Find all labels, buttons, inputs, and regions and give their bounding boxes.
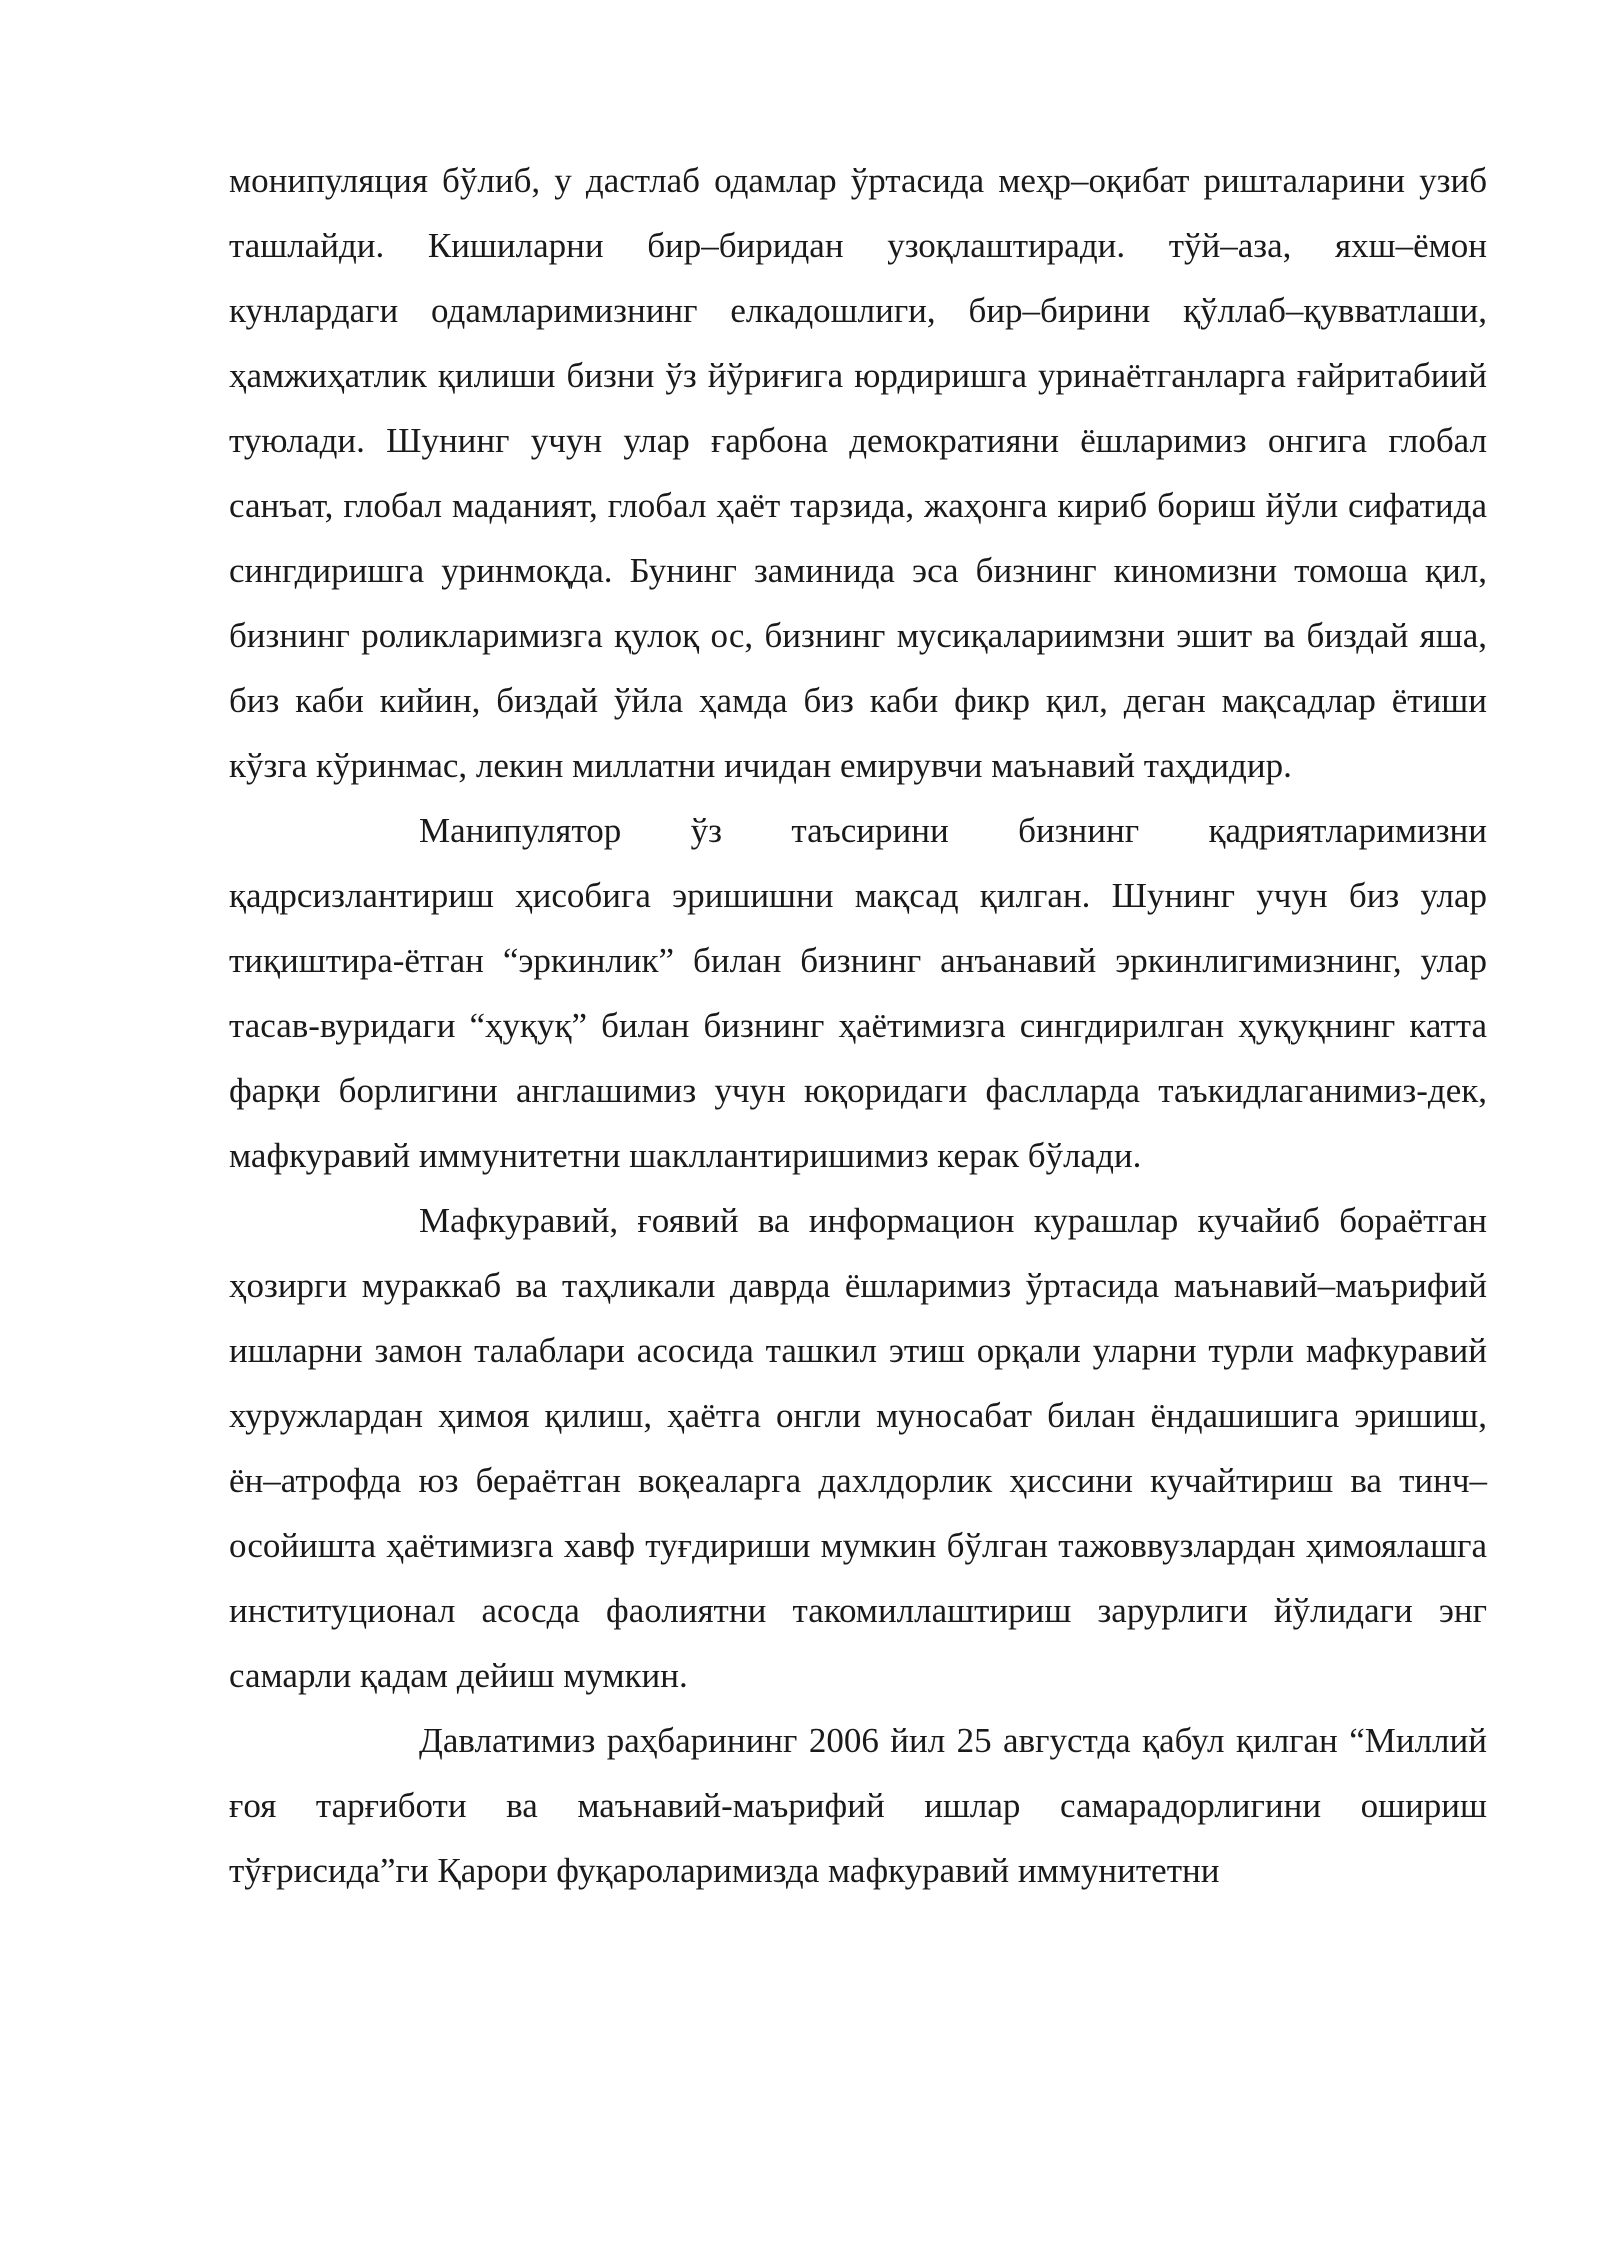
paragraph-1: монипуляция бўлиб, у дастлаб одамлар ўртасида меҳр–оқибат ришталарини узиб ташлайди. Кишиларни бир–биридан узоқлаштиради. тўй–аза, яхш–ёмон кунлардаги одамларимизнинг елкадошлиги, бир–бирини қўллаб–қувватлаши, ҳамжиҳатлик қилиши бизни ўз йўриғига юрдиришга уринаётганларга ғайритабиий туюлади. Шунинг учун улар ғарбона демократияни ёшларимиз онгига глобал санъат, глобал маданият, глобал ҳаёт тарзида, жаҳонга кириб бориш йўли сифатида сингдиришга уринмоқда. Бунинг заминида эса бизнинг киномизни томоша қил, бизнинг роликларимизга қулоқ ос, бизнинг мусиқалариимзни эшит ва биздай яша, биз каби кийин, биздай ўйла ҳамда биз каби фикр қил, деган мақсадлар ётиши кўзга кўринмас, лекин миллатни ичидан емирувчи маънавий таҳдидир.	[229, 161, 1487, 785]
paragraph-4: Давлатимиз раҳбарининг 2006 йил 25 августда қабул қилган “Миллий ғоя тарғиботи ва маънавий-маърифий ишлар самарадорлигини ошириш тўғрисида”ги Қарори фуқароларимизда мафкуравий иммунитетни	[229, 1721, 1487, 1890]
document-body	[229, 148, 1487, 1903]
paragraph-2: Манипулятор ўз таъсирини бизнинг қадриятларимизни қадрсизлантириш ҳисобига эришишни мақсад қилган. Шунинг учун биз улар тиқиштира-ётган “эркинлик” билан бизнинг анъанавий эркинлигимизнинг, улар тасав-вуридаги “ҳуқуқ” билан бизнинг ҳаётимизга сингдирилган ҳуқуқнинг катта фарқи борлигини англашимиз учун юқоридаги фаслларда таъкидлаганимиз-дек, мафкуравий иммунитетни шакллантиришимиз керак бўлади.	[229, 811, 1487, 1175]
paragraph-3: Мафкуравий, ғоявий ва информацион курашлар кучайиб бораётган ҳозирги мураккаб ва таҳликали даврда ёшларимиз ўртасида маънавий–маърифий ишларни замон талаблари асосида ташкил этиш орқали уларни турли мафкуравий хуружлардан ҳимоя қилиш, ҳаётга онгли муносабат билан ёндашишига эришиш, ён–атрофда юз бераётган воқеаларга дахлдорлик ҳиссини кучайтириш ва тинч–осойишта ҳаётимизга хавф туғдириши мумкин бўлган тажоввузлардан ҳимоялашга институционал асосда фаолиятни такомиллаштириш зарурлиги йўлидаги энг самарли қадам дейиш мумкин.	[229, 1201, 1487, 1695]
